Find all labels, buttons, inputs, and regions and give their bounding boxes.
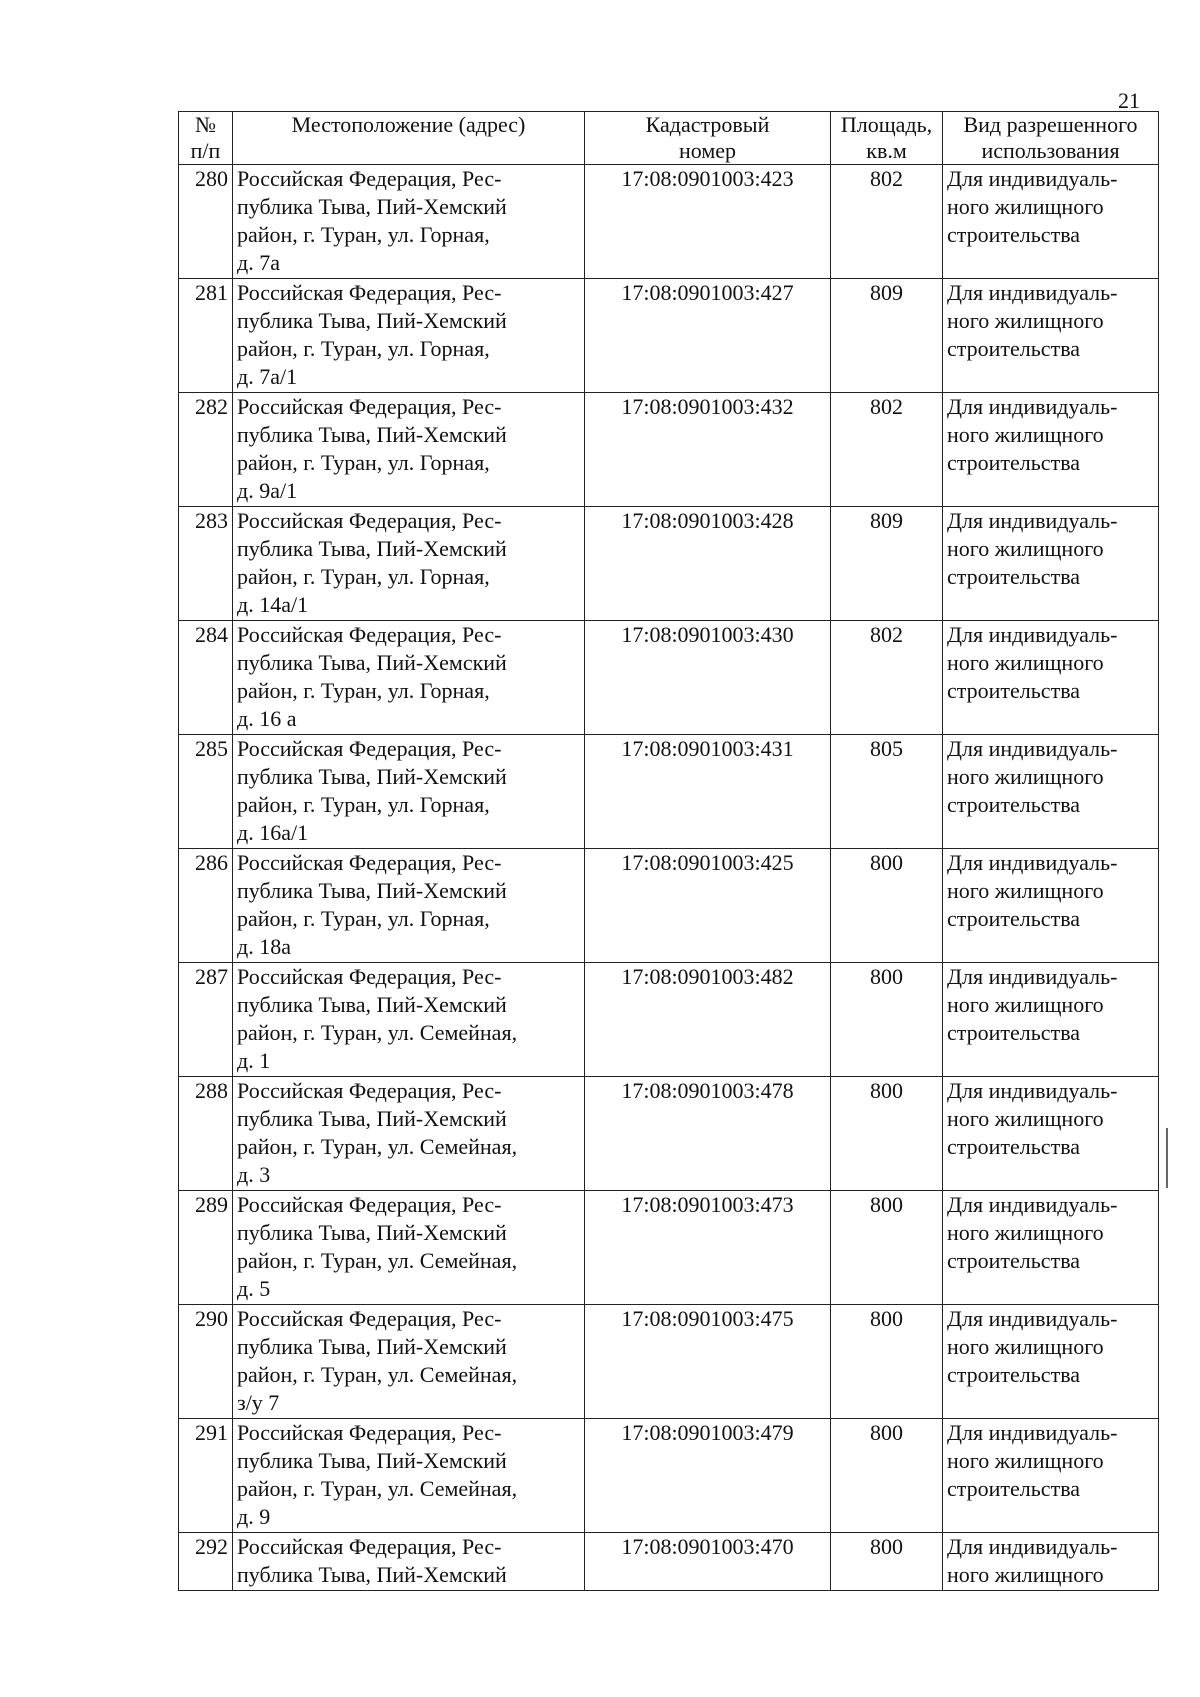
row-permitted-use: Для индивидуаль- ного жилищного строительства (943, 165, 1159, 279)
table-row (179, 507, 1159, 621)
row-address: Российская Федерация, Рес- публика Тыва, Пий-Хемский район, г. Туран, ул. Горная, д. 18а (233, 849, 585, 963)
row-permitted-use: Для индивидуаль- ного жилищного строительства (943, 1077, 1159, 1191)
row-number: 284 (179, 621, 233, 735)
row-permitted-use: Для индивидуаль- ного жилищного строительства (943, 507, 1159, 621)
row-address: Российская Федерация, Рес- публика Тыва, Пий-Хемский район, г. Туран, ул. Семейная, д. 1 (233, 963, 585, 1077)
header-cadastral: Кадастровый номер (585, 112, 831, 165)
row-number: 285 (179, 735, 233, 849)
row-address: Российская Федерация, Рес- публика Тыва, Пий-Хемский (233, 1533, 585, 1591)
row-number: 289 (179, 1191, 233, 1305)
table-body (179, 165, 1159, 1591)
header-address: Местоположение (адрес) (233, 112, 585, 165)
row-cadastral-number: 17:08:0901003:430 (585, 621, 831, 735)
row-cadastral-number: 17:08:0901003:428 (585, 507, 831, 621)
table-row (179, 849, 1159, 963)
row-permitted-use: Для индивидуаль- ного жилищного строительства (943, 1419, 1159, 1533)
row-address: Российская Федерация, Рес- публика Тыва, Пий-Хемский район, г. Туран, ул. Семейная, д. 3 (233, 1077, 585, 1191)
row-address: Российская Федерация, Рес- публика Тыва, Пий-Хемский район, г. Туран, ул. Горная, д. 9а/1 (233, 393, 585, 507)
row-number: 292 (179, 1533, 233, 1591)
row-number: 283 (179, 507, 233, 621)
row-cadastral-number: 17:08:0901003:432 (585, 393, 831, 507)
row-cadastral-number: 17:08:0901003:478 (585, 1077, 831, 1191)
row-cadastral-number: 17:08:0901003:482 (585, 963, 831, 1077)
row-area: 800 (831, 1533, 943, 1591)
header-num: № п/п (179, 112, 233, 165)
row-address: Российская Федерация, Рес- публика Тыва, Пий-Хемский район, г. Туран, ул. Горная, д. 16 а (233, 621, 585, 735)
row-area: 800 (831, 1305, 943, 1419)
row-area: 809 (831, 279, 943, 393)
row-area: 802 (831, 621, 943, 735)
table-row (179, 1533, 1159, 1591)
row-permitted-use: Для индивидуаль- ного жилищного строительства (943, 963, 1159, 1077)
row-permitted-use: Для индивидуаль- ного жилищного строительства (943, 393, 1159, 507)
row-area: 809 (831, 507, 943, 621)
table-row (179, 1419, 1159, 1533)
header-area: Площадь, кв.м (831, 112, 943, 165)
table-row (179, 165, 1159, 279)
row-address: Российская Федерация, Рес- публика Тыва, Пий-Хемский район, г. Туран, ул. Семейная, з/у 7 (233, 1305, 585, 1419)
row-area: 800 (831, 1077, 943, 1191)
row-area: 802 (831, 393, 943, 507)
row-number: 286 (179, 849, 233, 963)
row-number: 288 (179, 1077, 233, 1191)
row-cadastral-number: 17:08:0901003:473 (585, 1191, 831, 1305)
table-row (179, 393, 1159, 507)
table-row (179, 963, 1159, 1077)
row-permitted-use: Для индивидуаль- ного жилищного строительства (943, 621, 1159, 735)
page-number: 21 (1118, 88, 1140, 113)
row-permitted-use: Для индивидуаль- ного жилищного (943, 1533, 1159, 1591)
table-row (179, 279, 1159, 393)
header-use: Вид разрешенного использования (943, 112, 1159, 165)
row-number: 281 (179, 279, 233, 393)
row-cadastral-number: 17:08:0901003:470 (585, 1533, 831, 1591)
row-cadastral-number: 17:08:0901003:431 (585, 735, 831, 849)
row-cadastral-number: 17:08:0901003:425 (585, 849, 831, 963)
scan-margin-mark (1166, 1128, 1168, 1188)
row-number: 290 (179, 1305, 233, 1419)
row-address: Российская Федерация, Рес- публика Тыва, Пий-Хемский район, г. Туран, ул. Горная, д. 14а/1 (233, 507, 585, 621)
row-number: 282 (179, 393, 233, 507)
row-permitted-use: Для индивидуаль- ного жилищного строительства (943, 279, 1159, 393)
row-area: 805 (831, 735, 943, 849)
row-area: 800 (831, 849, 943, 963)
table-row (179, 621, 1159, 735)
row-address: Российская Федерация, Рес- публика Тыва, Пий-Хемский район, г. Туран, ул. Горная, д. 7а/1 (233, 279, 585, 393)
row-address: Российская Федерация, Рес- публика Тыва, Пий-Хемский район, г. Туран, ул. Семейная, д. 9 (233, 1419, 585, 1533)
row-address: Российская Федерация, Рес- публика Тыва, Пий-Хемский район, г. Туран, ул. Горная, д. 7а (233, 165, 585, 279)
row-area: 800 (831, 1191, 943, 1305)
row-cadastral-number: 17:08:0901003:423 (585, 165, 831, 279)
row-area: 800 (831, 1419, 943, 1533)
table-row (179, 735, 1159, 849)
row-cadastral-number: 17:08:0901003:427 (585, 279, 831, 393)
row-address: Российская Федерация, Рес- публика Тыва, Пий-Хемский район, г. Туран, ул. Горная, д. 16а/1 (233, 735, 585, 849)
table-header-row (179, 112, 1159, 165)
row-area: 800 (831, 963, 943, 1077)
row-cadastral-number: 17:08:0901003:479 (585, 1419, 831, 1533)
row-permitted-use: Для индивидуаль- ного жилищного строительства (943, 735, 1159, 849)
table-row (179, 1191, 1159, 1305)
row-area: 802 (831, 165, 943, 279)
table-row (179, 1077, 1159, 1191)
row-address: Российская Федерация, Рес- публика Тыва, Пий-Хемский район, г. Туран, ул. Семейная, д. 5 (233, 1191, 585, 1305)
row-number: 287 (179, 963, 233, 1077)
table-row (179, 1305, 1159, 1419)
row-cadastral-number: 17:08:0901003:475 (585, 1305, 831, 1419)
row-permitted-use: Для индивидуаль- ного жилищного строительства (943, 1305, 1159, 1419)
row-permitted-use: Для индивидуаль- ного жилищного строительства (943, 849, 1159, 963)
row-number: 280 (179, 165, 233, 279)
row-permitted-use: Для индивидуаль- ного жилищного строительства (943, 1191, 1159, 1305)
row-number: 291 (179, 1419, 233, 1533)
land-plot-table (178, 111, 1159, 1591)
